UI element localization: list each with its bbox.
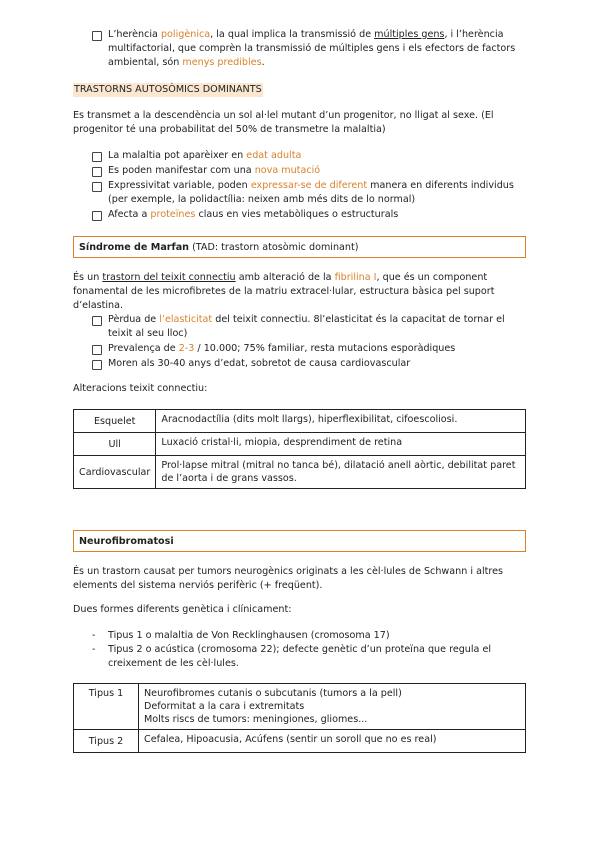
ad-paragraph: Es transmet a la descendència un sol al·lel mutant d’un progenitor, no lligat al sexe. (El progenitor té una probabilitat del 50% de transmetre la malaltia) <box>73 110 494 135</box>
table-row: Cardiovascular Prol·lapse mitral (mitral no tanca bé), dilatació anell aòrtic, debilitat paret de l’aorta i de grans vassos. <box>74 456 526 489</box>
checkbox[interactable] <box>92 167 102 177</box>
dash-bullet: - <box>92 644 96 655</box>
marfan-item: Prevalença de 2-3 / 10.000; 75% familiar, resta mutacions esporàdiques <box>108 343 456 354</box>
ad-item: Es poden manifestar com una nova mutació <box>108 165 321 176</box>
neuro-paragraph-2: Dues formes diferents genètica i clínicament: <box>73 604 292 615</box>
intro-item: L’herència poligènica, la qual implica la transmissió de múltiples gens, i l’herència multifactorial, que comprèn la transmissió de múltiples gens i els efectors de factors ambiental, són menys predibles. <box>108 29 516 68</box>
checkbox[interactable] <box>92 182 102 192</box>
list-item: Tipus 1 o malaltia de Von Recklinghausen (cromosoma 17) <box>108 630 390 641</box>
ad-item: Afecta a proteïnes claus en vies metabòliques o estructurals <box>108 209 399 220</box>
checkbox[interactable] <box>92 31 102 41</box>
marfan-table <box>73 409 526 489</box>
marfan-item: Moren als 30-40 anys d’edat, sobretot de causa cardiovascular <box>108 358 411 369</box>
neuro-title-box: Neurofibromatosi <box>73 530 526 552</box>
checkbox[interactable] <box>92 360 102 370</box>
checkbox[interactable] <box>92 152 102 162</box>
marfan-paragraph: És un trastorn del teixit connectiu amb alteració de la fibrilina I, que és un component fonamental de les microfibretes de la matriu extracel·lular, estructura bàsica pel suport d’elastina. <box>73 272 495 311</box>
checkbox[interactable] <box>92 345 102 355</box>
marfan-title-box: Síndrome de Marfan (TAD: trastorn atosòmic dominant) <box>73 236 526 258</box>
table-row: Esquelet Aracnodactília (dits molt llargs), hiperflexibilitat, cifoescoliosi. <box>74 410 526 433</box>
ad-item: Expressivitat variable, poden expressar-se de diferent manera en diferents individus (per exemple, la polidactília: neixen amb més dits de lo normal) <box>108 180 514 205</box>
checkbox[interactable] <box>92 211 102 221</box>
marfan-item: Pèrdua de l’elasticitat del teixit connectiu. 8l’elasticitat és la capacitat de tornar el teixit al seu lloc) <box>108 314 505 339</box>
dash-bullet: - <box>92 630 96 641</box>
table-row: Tipus 1 Neurofibromes cutanis o subcutanis (tumors a la pell) Deformitat a la cara i extremitats Molts riscs de tumors: meningiones, gliomes... <box>74 684 526 730</box>
table-row: Ull Luxació cristal·li, miopia, desprendiment de retina <box>74 433 526 456</box>
ad-item: La malaltia pot aparèixer en edat adulta <box>108 150 302 161</box>
table-row: Tipus 2 Cefalea, Hipoacusia, Acúfens (sentir un soroll que no es real) <box>74 730 526 753</box>
checkbox[interactable] <box>92 316 102 326</box>
list-item: Tipus 2 o acústica (cromosoma 22); defecte genètic d’un proteïna que regula el creixement de les cèl·lules. <box>108 644 492 669</box>
alter-label: Alteracions teixit connectiu: <box>73 383 208 394</box>
neuro-table <box>73 683 526 753</box>
section-heading: TRASTORNS AUTOSÒMICS DOMINANTS <box>74 84 262 95</box>
neuro-paragraph: És un trastorn causat per tumors neurogènics originats a les cèl·lules de Schwann i altres elements del sistema nerviós perifèric (+ freqüent). <box>73 566 504 591</box>
